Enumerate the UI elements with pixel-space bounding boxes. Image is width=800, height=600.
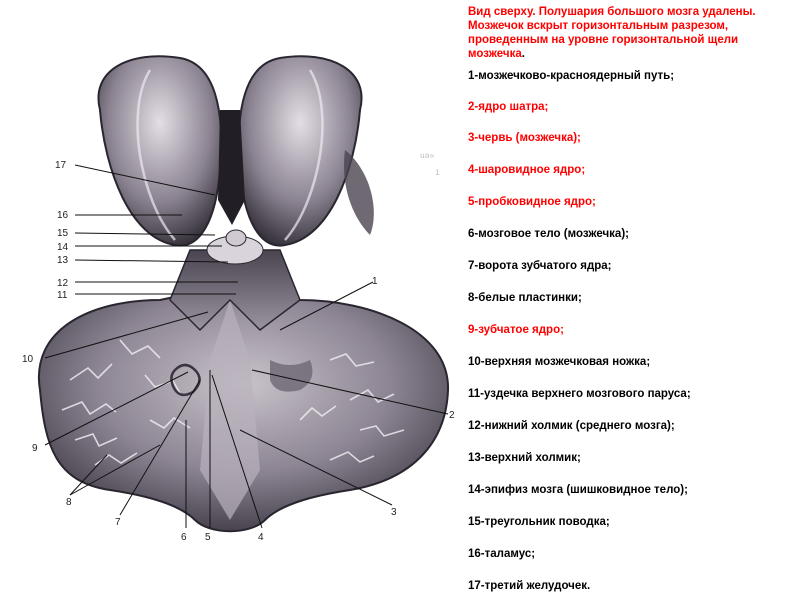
thalamus-right — [239, 56, 374, 245]
legend-heading-period: . — [521, 48, 525, 60]
legend-item: 7-ворота зубчатого ядра; — [468, 260, 612, 272]
legend-item: 15-треугольник поводка; — [468, 516, 610, 528]
pointer-label: 4 — [258, 532, 264, 543]
legend-panel — [468, 5, 796, 592]
pointer-label: 1 — [372, 276, 378, 287]
legend-item: 3-червь (мозжечка); — [468, 132, 581, 144]
legend-item: 11-уздечка верхнего мозгового паруса; — [468, 388, 691, 400]
legend-item: 1-мозжечково-красноядерный путь; — [468, 70, 675, 82]
legend-item: 4-шаровидное ядро; — [468, 164, 586, 176]
pointer-label: 10 — [22, 354, 34, 365]
pointer-label: 12 — [57, 278, 69, 289]
legend-item: 6-мозговое тело (мозжечка); — [468, 228, 629, 240]
legend-item: 16-таламус; — [468, 548, 536, 560]
legend-item: 9-зубчатое ядро; — [468, 324, 564, 336]
pointer-label: 15 — [57, 228, 69, 239]
legend-heading — [468, 5, 796, 61]
pointer-label: 13 — [57, 255, 69, 266]
legend-heading-text: Вид сверху. Полушария большого мозга удалены. Мозжечок вскрыт горизонтальным разрезом, проведенным на уровне горизонтальной щели мозжечка — [468, 6, 756, 60]
thalamus-left — [98, 56, 221, 245]
pointer-label: 7 — [115, 517, 121, 528]
legend-item: 14-эпифиз мозга (шишковидное тело); — [468, 484, 688, 496]
margin-stamp-line: ua« — [420, 152, 435, 161]
legend-item: 17-третий желудочек. — [468, 580, 591, 592]
margin-stamp — [420, 152, 440, 178]
third-ventricle — [218, 110, 245, 225]
pointer-label: 9 — [32, 443, 38, 454]
cerebellum — [39, 285, 448, 531]
pointer-label: 2 — [449, 410, 455, 421]
pointer-label: 6 — [181, 532, 187, 543]
legend-item: 8-белые пластинки; — [468, 292, 582, 304]
pointer-label: 16 — [57, 210, 69, 221]
legend-item: 2-ядро шатра; — [468, 101, 549, 113]
legend-item: 10-верхняя мозжечковая ножка; — [468, 356, 651, 368]
margin-stamp-line: i — [435, 169, 440, 178]
legend-item: 12-нижний холмик (среднего мозга); — [468, 420, 675, 432]
pointer-label: 14 — [57, 242, 69, 253]
pointer-label: 11 — [57, 290, 68, 301]
legend-item: 13-верхний холмик; — [468, 452, 581, 464]
pointer-label: 5 — [205, 532, 211, 543]
pineal-body — [226, 230, 246, 246]
pointer-label: 8 — [66, 497, 72, 508]
pointer-label: 17 — [55, 160, 67, 171]
legend-item: 5-пробковидное ядро; — [468, 196, 596, 208]
pointer-label: 3 — [391, 507, 397, 518]
